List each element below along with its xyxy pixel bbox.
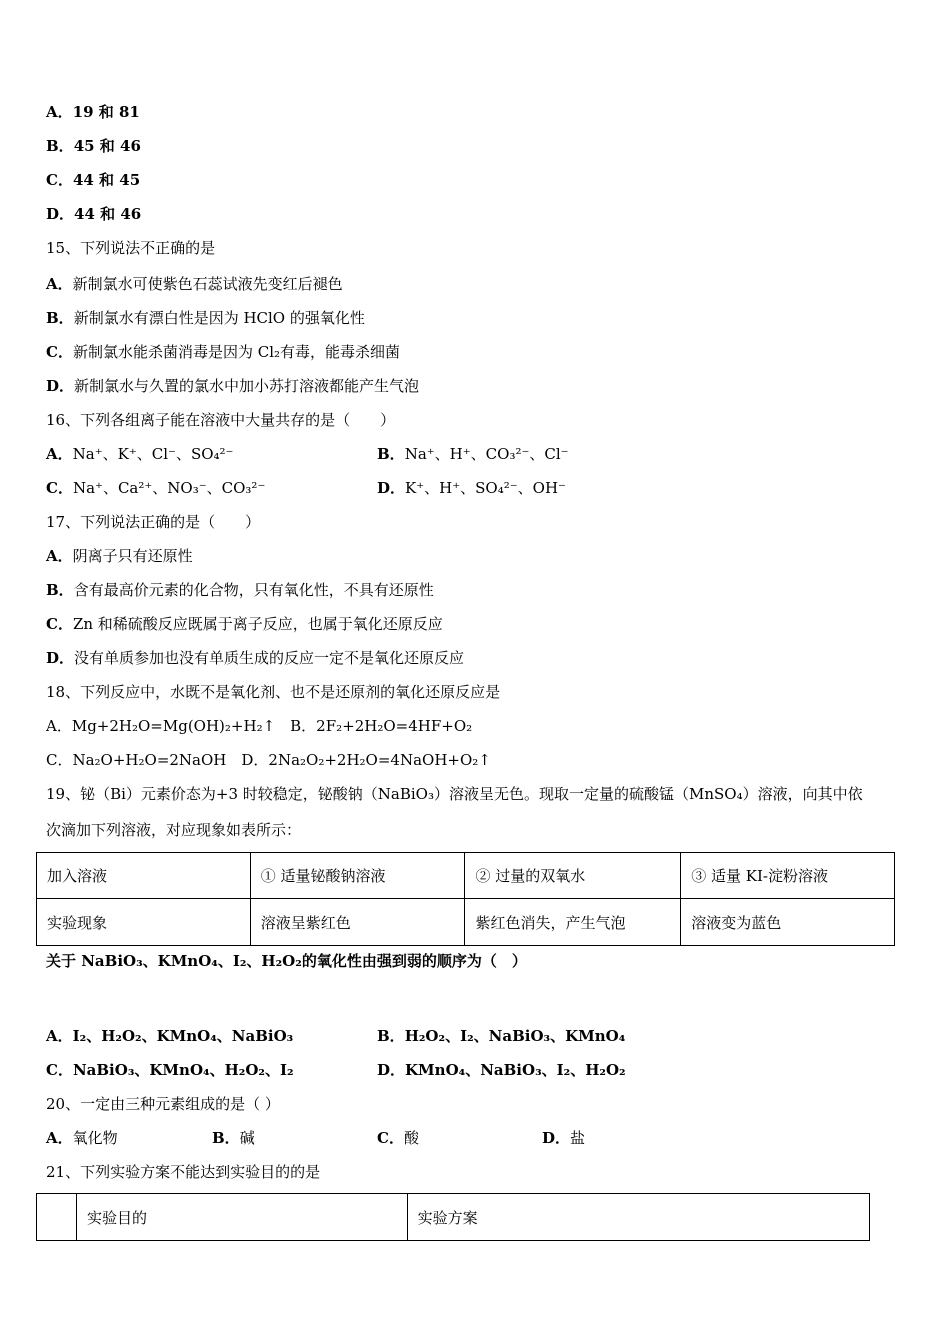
q16-option-d: D．K⁺、H⁺、SO₄²⁻、OH⁻ bbox=[377, 479, 566, 497]
table-row bbox=[37, 899, 895, 946]
q14-option-c: C．44 和 45 bbox=[46, 171, 141, 189]
q18-stem: 18、下列反应中，水既不是氧化剂、也不是还原剂的氧化还原反应是 bbox=[46, 683, 501, 701]
q14-option-a: A．19 和 81 bbox=[46, 103, 140, 121]
q19-stem-line1: 19、铋（Bi）元素价态为+3 时较稳定，铋酸钠（NaBiO₃）溶液呈无色。现取一定量的硫酸锰（MnSO₄）溶液，向其中依 bbox=[46, 785, 863, 803]
q16-option-b: B．Na⁺、H⁺、CO₃²⁻、Cl⁻ bbox=[377, 445, 569, 463]
q15-option-b: B．新制氯水有漂白性是因为 HClO 的强氧化性 bbox=[46, 309, 365, 327]
table-row bbox=[37, 853, 895, 899]
q15-stem: 15、下列说法不正确的是 bbox=[46, 239, 216, 257]
q21-experiment-table bbox=[36, 1193, 870, 1241]
q19-option-d: D．KMnO₄、NaBiO₃、I₂、H₂O₂ bbox=[377, 1061, 626, 1079]
q19-stem-line2: 次滴加下列溶液，对应现象如表所示： bbox=[46, 821, 302, 839]
q18-options-ab: A．Mg+2H₂O=Mg(OH)₂+H₂↑ B．2F₂+2H₂O=4HF+O₂ bbox=[46, 717, 473, 735]
q16-stem: 16、下列各组离子能在溶液中大量共存的是（ ） bbox=[46, 411, 396, 429]
table-cell: ① 适量铋酸钠溶液 bbox=[250, 853, 465, 899]
q14-option-b: B．45 和 46 bbox=[46, 137, 141, 155]
table-cell: 加入溶液 bbox=[37, 853, 251, 899]
q20-stem: 20、一定由三种元素组成的是（ ） bbox=[46, 1095, 280, 1113]
q19-option-b: B．H₂O₂、I₂、NaBiO₃、KMnO₄ bbox=[377, 1027, 626, 1045]
q15-option-a: A．新制氯水可使紫色石蕊试液先变红后褪色 bbox=[46, 275, 343, 293]
q17-stem: 17、下列说法正确的是（ ） bbox=[46, 513, 261, 531]
table-cell: ② 过量的双氧水 bbox=[465, 853, 681, 899]
q17-option-b: B．含有最高价元素的化合物，只有氧化性，不具有还原性 bbox=[46, 581, 434, 599]
table-cell: 溶液变为蓝色 bbox=[681, 899, 895, 946]
q20-option-b: B．碱 bbox=[212, 1129, 255, 1147]
q20-option-c: C．酸 bbox=[377, 1129, 419, 1147]
q17-option-a: A．阴离子只有还原性 bbox=[46, 547, 193, 565]
q20-option-d: D．盐 bbox=[542, 1129, 586, 1147]
table-cell: 实验目的 bbox=[76, 1194, 407, 1241]
q16-option-a: A．Na⁺、K⁺、Cl⁻、SO₄²⁻ bbox=[46, 445, 234, 463]
q19-option-c: C．NaBiO₃、KMnO₄、H₂O₂、I₂ bbox=[46, 1061, 294, 1079]
table-cell: 溶液呈紫红色 bbox=[250, 899, 465, 946]
table-row bbox=[37, 1194, 870, 1241]
q19-option-a: A．I₂、H₂O₂、KMnO₄、NaBiO₃ bbox=[46, 1027, 294, 1045]
q14-option-d: D．44 和 46 bbox=[46, 205, 142, 223]
q19-question: 关于 NaBiO₃、KMnO₄、I₂、H₂O₂的氧化性由强到弱的顺序为（ ） bbox=[46, 952, 527, 970]
table-cell: 紫红色消失，产生气泡 bbox=[465, 899, 681, 946]
q17-option-c: C．Zn 和稀硫酸反应既属于离子反应，也属于氧化还原反应 bbox=[46, 615, 443, 633]
q16-option-c: C．Na⁺、Ca²⁺、NO₃⁻、CO₃²⁻ bbox=[46, 479, 266, 497]
q21-stem: 21、下列实验方案不能达到实验目的的是 bbox=[46, 1163, 321, 1181]
table-cell: 实验现象 bbox=[37, 899, 251, 946]
table-cell bbox=[37, 1194, 77, 1241]
q18-options-cd: C．Na₂O+H₂O=2NaOH D．2Na₂O₂+2H₂O=4NaOH+O₂↑ bbox=[46, 751, 491, 769]
table-cell: 实验方案 bbox=[407, 1194, 869, 1241]
table-cell: ③ 适量 KI-淀粉溶液 bbox=[681, 853, 895, 899]
q15-option-d: D．新制氯水与久置的氯水中加小苏打溶液都能产生气泡 bbox=[46, 377, 420, 395]
q20-option-a: A．氧化物 bbox=[46, 1129, 118, 1147]
q19-experiment-table bbox=[36, 852, 895, 946]
q15-option-c: C．新制氯水能杀菌消毒是因为 Cl₂有毒，能毒杀细菌 bbox=[46, 343, 401, 361]
q17-option-d: D．没有单质参加也没有单质生成的反应一定不是氧化还原反应 bbox=[46, 649, 465, 667]
